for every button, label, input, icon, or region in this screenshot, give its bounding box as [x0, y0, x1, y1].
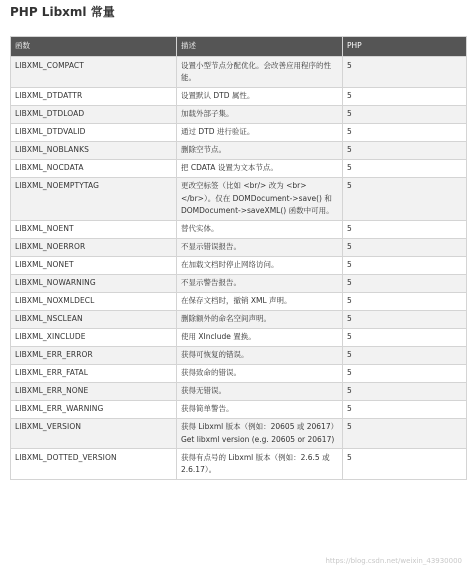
- table-row: [11, 177, 467, 220]
- cell-description: 在保存文档时，撤销 XML 声明。: [177, 292, 343, 310]
- cell-constant-name: LIBXML_VERSION: [11, 418, 177, 449]
- constants-table: [10, 36, 467, 480]
- cell-constant-name: LIBXML_NONET: [11, 256, 177, 274]
- table-row: [11, 123, 467, 141]
- cell-php-version: 5: [343, 400, 467, 418]
- table-row: [11, 418, 467, 449]
- cell-description: 加载外部子集。: [177, 105, 343, 123]
- cell-description: 使用 XInclude 置换。: [177, 328, 343, 346]
- cell-constant-name: LIBXML_ERR_NONE: [11, 382, 177, 400]
- cell-constant-name: LIBXML_NSCLEAN: [11, 310, 177, 328]
- cell-constant-name: LIBXML_DTDVALID: [11, 123, 177, 141]
- cell-constant-name: LIBXML_ERR_ERROR: [11, 346, 177, 364]
- cell-constant-name: LIBXML_ERR_WARNING: [11, 400, 177, 418]
- cell-description: 在加载文档时停止网络访问。: [177, 256, 343, 274]
- cell-constant-name: LIBXML_NOENT: [11, 220, 177, 238]
- cell-php-version: 5: [343, 220, 467, 238]
- column-header-php: PHP: [343, 37, 467, 57]
- cell-description: 不显示警告报告。: [177, 274, 343, 292]
- cell-php-version: 5: [343, 418, 467, 449]
- cell-constant-name: LIBXML_NOXMLDECL: [11, 292, 177, 310]
- cell-php-version: 5: [343, 310, 467, 328]
- table-row: [11, 382, 467, 400]
- cell-constant-name: LIBXML_DOTTED_VERSION: [11, 449, 177, 480]
- table-row: [11, 328, 467, 346]
- cell-php-version: 5: [343, 449, 467, 480]
- table-row: [11, 256, 467, 274]
- cell-php-version: 5: [343, 256, 467, 274]
- table-row: [11, 274, 467, 292]
- cell-constant-name: LIBXML_NOCDATA: [11, 159, 177, 177]
- cell-constant-name: LIBXML_NOWARNING: [11, 274, 177, 292]
- cell-constant-name: LIBXML_NOBLANKS: [11, 141, 177, 159]
- column-header-function: 函数: [11, 37, 177, 57]
- table-row: [11, 87, 467, 105]
- cell-description: 把 CDATA 设置为文本节点。: [177, 159, 343, 177]
- table-row: [11, 141, 467, 159]
- cell-php-version: 5: [343, 159, 467, 177]
- table-header-row: [11, 37, 467, 57]
- cell-php-version: 5: [343, 292, 467, 310]
- cell-php-version: 5: [343, 57, 467, 88]
- cell-php-version: 5: [343, 105, 467, 123]
- cell-description: 设置默认 DTD 属性。: [177, 87, 343, 105]
- table-row: [11, 159, 467, 177]
- cell-php-version: 5: [343, 123, 467, 141]
- table-row: [11, 310, 467, 328]
- cell-php-version: 5: [343, 177, 467, 220]
- table-row: [11, 400, 467, 418]
- cell-description: 获得致命的错误。: [177, 364, 343, 382]
- cell-php-version: 5: [343, 274, 467, 292]
- cell-constant-name: LIBXML_NOEMPTYTAG: [11, 177, 177, 220]
- table-row: [11, 57, 467, 88]
- cell-description: 删除空节点。: [177, 141, 343, 159]
- table-row: [11, 292, 467, 310]
- cell-description: 获得有点号的 Libxml 版本（例如：2.6.5 或 2.6.17）。: [177, 449, 343, 480]
- cell-constant-name: LIBXML_COMPACT: [11, 57, 177, 88]
- cell-php-version: 5: [343, 364, 467, 382]
- column-header-description: 描述: [177, 37, 343, 57]
- cell-constant-name: LIBXML_XINCLUDE: [11, 328, 177, 346]
- cell-description: 获得简单警告。: [177, 400, 343, 418]
- watermark: https://blog.csdn.net/weixin_43930000: [325, 557, 462, 565]
- cell-description: 删除额外的命名空间声明。: [177, 310, 343, 328]
- cell-description: 不显示错误报告。: [177, 238, 343, 256]
- table-row: [11, 346, 467, 364]
- cell-description: 获得 Libxml 版本（例如：20605 或 20617）Get libxml version (e.g. 20605 or 20617): [177, 418, 343, 449]
- cell-php-version: 5: [343, 346, 467, 364]
- table-row: [11, 449, 467, 480]
- cell-description: 设置小型节点分配优化。会改善应用程序的性能。: [177, 57, 343, 88]
- cell-php-version: 5: [343, 328, 467, 346]
- cell-constant-name: LIBXML_DTDLOAD: [11, 105, 177, 123]
- cell-description: 替代实体。: [177, 220, 343, 238]
- cell-php-version: 5: [343, 141, 467, 159]
- cell-description: 获得可恢复的错误。: [177, 346, 343, 364]
- cell-description: 获得无错误。: [177, 382, 343, 400]
- table-body: [11, 57, 467, 480]
- cell-constant-name: LIBXML_NOERROR: [11, 238, 177, 256]
- page-title: PHP Libxml 常量: [10, 5, 115, 19]
- cell-php-version: 5: [343, 382, 467, 400]
- table-row: [11, 364, 467, 382]
- cell-constant-name: LIBXML_DTDATTR: [11, 87, 177, 105]
- cell-php-version: 5: [343, 87, 467, 105]
- cell-php-version: 5: [343, 238, 467, 256]
- table-row: [11, 238, 467, 256]
- table-row: [11, 220, 467, 238]
- cell-description: 更改空标签（比如 <br/> 改为 <br></br>）。仅在 DOMDocument->save() 和 DOMDocument->saveXML() 函数中可用。: [177, 177, 343, 220]
- table-row: [11, 105, 467, 123]
- cell-description: 通过 DTD 进行验证。: [177, 123, 343, 141]
- cell-constant-name: LIBXML_ERR_FATAL: [11, 364, 177, 382]
